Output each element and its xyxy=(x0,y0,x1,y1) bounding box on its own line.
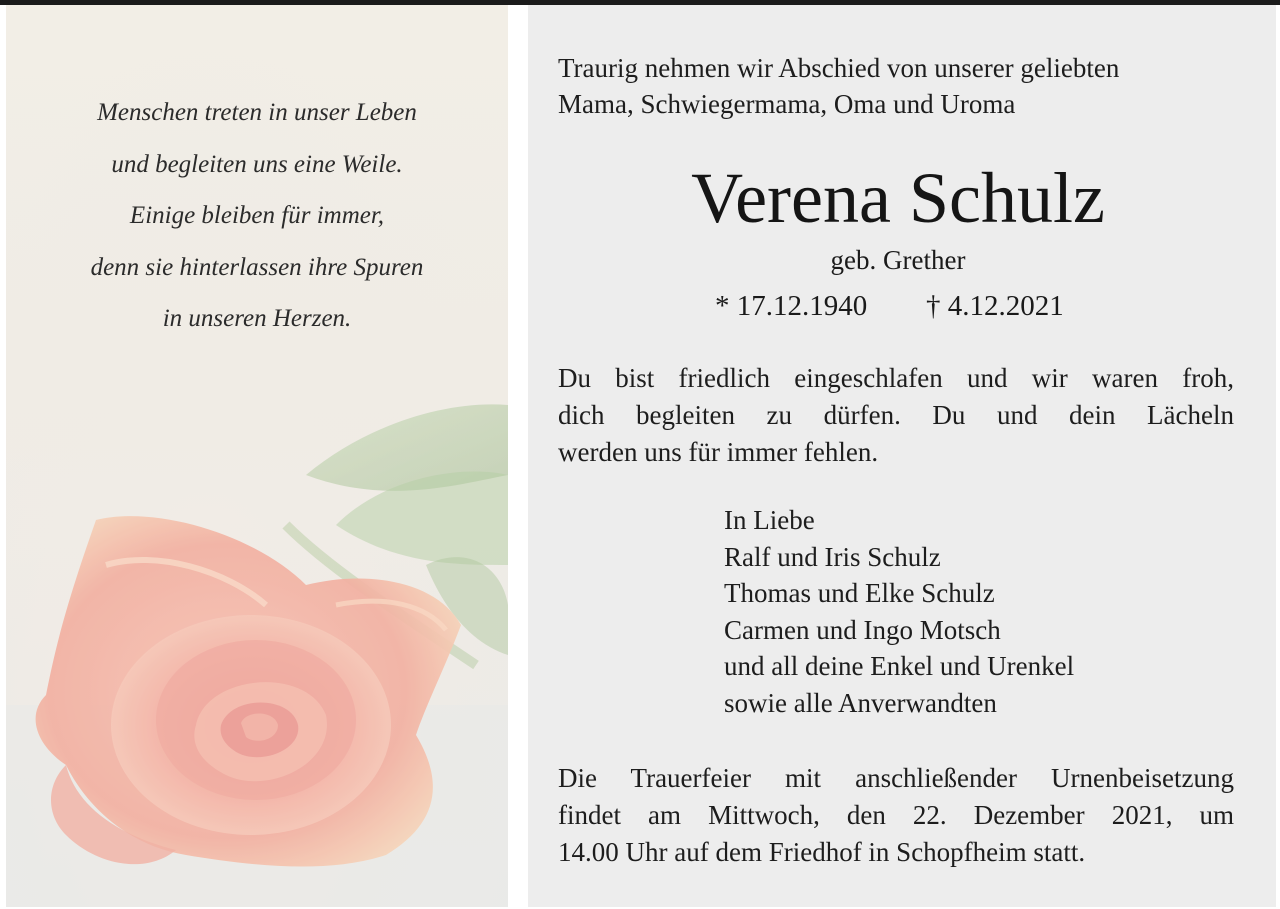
signatory-line: Carmen und Ingo Motsch xyxy=(724,614,1001,645)
intro-line: Mama, Schwiegermama, Oma und Uroma xyxy=(558,89,1016,119)
memorial-poem xyxy=(6,87,508,345)
message-line: dich begleiten zu dürfen. Du und dein Lächeln xyxy=(558,400,1234,430)
intro-line: Traurig nehmen wir Abschied von unserer geliebten xyxy=(558,53,1120,83)
intro-text xyxy=(558,50,1119,122)
signatory-line: In Liebe xyxy=(724,505,815,535)
message-line: werden uns für immer fehlen. xyxy=(558,437,879,467)
farewell-message xyxy=(558,360,1234,471)
ceremony-info xyxy=(558,760,1234,871)
poem-line: Einige bleiben für immer, xyxy=(129,202,385,229)
deceased-name: Verena Schulz xyxy=(691,158,1105,238)
poem-line: denn sie hinterlassen ihre Spuren xyxy=(90,253,424,281)
signatory-line: Thomas und Elke Schulz xyxy=(724,578,995,608)
signatories xyxy=(724,502,1074,721)
poem-line: und begleiten uns eine Weile. xyxy=(111,150,403,178)
ceremony-line: Die Trauerfeier mit anschließender Urnenbeisetzung xyxy=(558,763,1234,793)
poem-line: Menschen treten in unser Leben xyxy=(97,99,417,126)
poem-line: in unseren Herzen. xyxy=(162,305,352,332)
birth-name: geb. Grether xyxy=(830,245,966,275)
signatory-line: sowie alle Anverwandten xyxy=(724,687,997,718)
poem-panel xyxy=(6,5,508,907)
ceremony-line: findet am Mittwoch, den 22. Dezember 2021, um xyxy=(558,800,1234,830)
ceremony-line: 14.00 Uhr auf dem Friedhof in Schopfheim statt. xyxy=(558,837,1086,867)
birth-date: * 17.12.1940 xyxy=(715,290,868,322)
death-date: † 4.12.2021 xyxy=(926,290,1064,322)
notice-panel xyxy=(528,5,1276,907)
message-line: Du bist friedlich eingeschlafen und wir waren froh, xyxy=(558,363,1234,393)
signatory-line: Ralf und Iris Schulz xyxy=(724,541,941,572)
signatory-line: und all deine Enkel und Urenkel xyxy=(724,651,1075,681)
